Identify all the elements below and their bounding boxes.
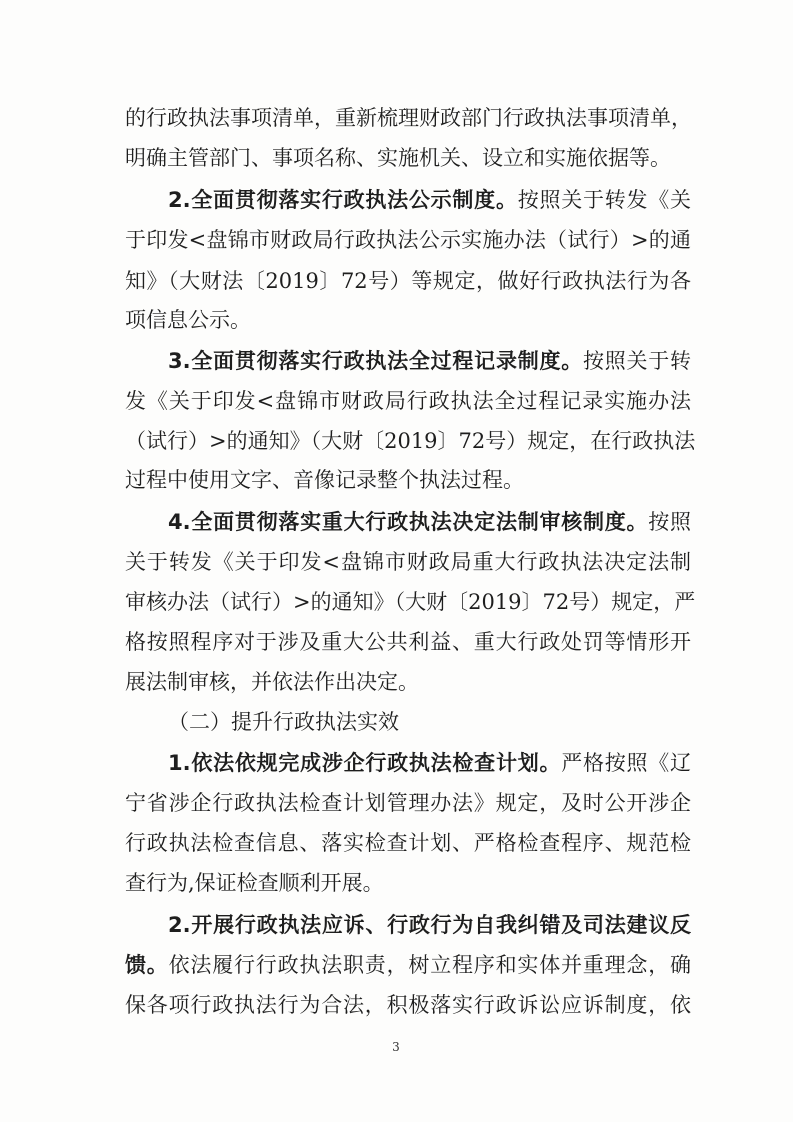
text-line [125,951,691,979]
text-line [125,668,691,696]
text-line [125,548,691,576]
body-text: 按照关于转 [582,349,691,373]
body-text: 过程中使用文字、音像记录整个执法过程。 [125,468,524,492]
text-line [168,186,691,214]
text-line [125,829,691,857]
body-text: 于印发<盘锦市财政局行政执法公示实施办法（试行）>的通 [125,228,691,252]
body-text: 项信息公示。 [125,308,251,332]
bold-heading: 3.全面贯彻落实行政执法全过程记录制度。 [168,349,583,373]
body-text: 按照 [648,510,692,534]
body-text: 按照关于转发《关 [517,188,691,212]
body-text: 保各项行政执法行为合法，积极落实行政诉讼应诉制度，依 [125,993,691,1017]
text-line [125,628,691,656]
body-text: （试行）>的通知》（大财〔2019〕72号）规定，在行政执法 [125,429,696,453]
body-text: 依法履行行政执法职责，树立程序和实体并重理念，确 [168,953,692,977]
text-line [125,144,691,172]
text-line [125,869,691,897]
body-text: 审核办法（试行）>的通知》（大财〔2019〕72号）规定，严 [125,590,696,614]
text-line [168,508,691,536]
section-heading [168,708,691,736]
text-line [125,306,691,334]
bold-heading: 2.开展行政执法应诉、行政行为自我纠错及司法建议反 [168,913,691,937]
body-text: 宁省涉企行政执法检查计划管理办法》规定，及时公开涉企 [125,791,691,815]
body-text: 查行为,保证检查顺利开展。 [125,871,384,895]
text-line [125,267,691,295]
bold-heading: 4.全面贯彻落实重大行政执法决定法制审核制度。 [168,510,649,534]
body-text: 格按照程序对于涉及重大公共利益、重大行政处罚等情形开 [125,630,691,654]
body-text: 的行政执法事项清单，重新梳理财政部门行政执法事项清单， [125,106,692,130]
page-number: 3 [392,1040,400,1054]
body-text: 明确主管部门、事项名称、实施机关、设立和实施依据等。 [125,146,671,170]
body-text: 发《关于印发<盘锦市财政局行政执法全过程记录实施办法 [125,389,691,413]
text-line [125,466,691,494]
text-line [168,749,691,777]
text-line [168,911,691,939]
section-heading-text: （二）提升行政执法实效 [168,710,399,734]
text-line [125,588,696,616]
body-text: 严格按照《辽 [561,751,692,775]
body-text: 知》（大财法〔2019〕72号）等规定，做好行政执法行为各 [125,269,691,293]
bold-heading: 1.依法依规完成涉企行政执法检查计划。 [168,751,562,775]
bold-heading: 馈。 [125,953,169,977]
text-line [125,789,691,817]
text-line [125,427,696,455]
bold-heading: 2.全面贯彻落实行政执法公示制度。 [168,188,518,212]
text-line [125,991,691,1019]
text-line [125,226,691,254]
body-text: 关于转发《关于印发<盘锦市财政局重大行政执法决定法制 [125,550,691,574]
body-text: 展法制审核，并依法作出决定。 [125,670,419,694]
text-line [125,387,691,415]
body-text: 行政执法检查信息、落实检查计划、严格检查程序、规范检 [125,831,691,855]
text-line [125,104,691,132]
text-line [168,347,691,375]
